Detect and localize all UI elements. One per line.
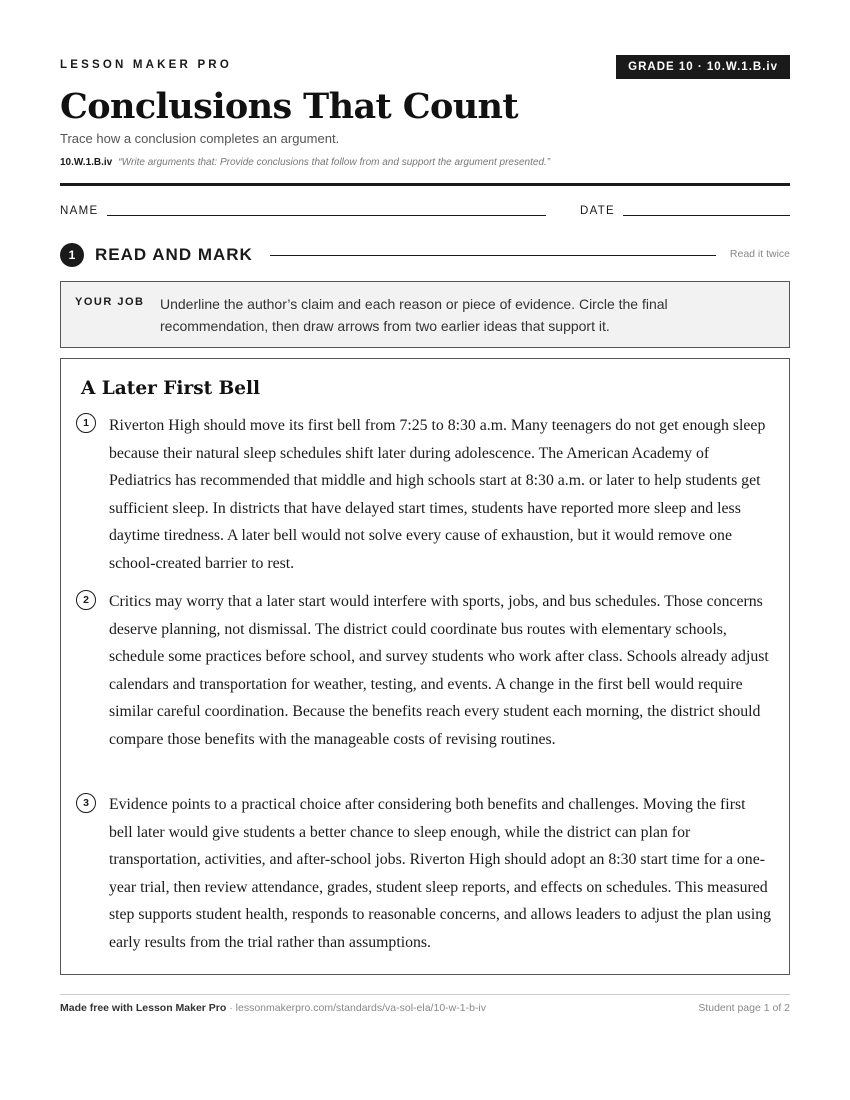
instructions-box <box>60 281 790 348</box>
brand-name: LESSON MAKER PRO <box>60 59 232 71</box>
instructions-text: Underline the author’s claim and each reason or piece of evidence. Circle the final recommendation, then draw arrows from two earlier ideas that support it. <box>160 296 668 334</box>
paragraph-3: Evidence points to a practical choice after considering both benefits and challenges. Moving the first bell later would give students a better chance to sleep enough, while the district can plan for transportation, activities, and after-school jobs. Riverton High should adopt an 8:30 start time for a one-year trial, then review attendance, grades, student sleep reports, and effects on schedules. This measured step supports student health, responds to reasonable concerns, and allows leaders to adjust the plan using early results from the trial rather than assumptions. <box>109 796 772 951</box>
grade-badge: GRADE 10 · 10.W.1.B.iv <box>616 55 790 79</box>
standard-text: “Write arguments that: Provide conclusions that follow from and support the argument presented.” <box>118 157 551 168</box>
footer-divider <box>60 994 790 995</box>
passage-box <box>60 358 790 975</box>
standard-code: 10.W.1.B.iv <box>60 157 113 168</box>
section-title: READ AND MARK <box>95 245 253 264</box>
section-number-badge: 1 <box>60 243 84 267</box>
date-field[interactable] <box>623 215 790 216</box>
paragraph-number-2: 2 <box>76 590 96 610</box>
paragraph-number-3: 3 <box>76 793 96 813</box>
passage-title: A Later First Bell <box>81 378 261 399</box>
paragraph-number-1: 1 <box>76 413 96 433</box>
footer-credit <box>60 1002 486 1014</box>
section-divider <box>270 255 716 256</box>
date-label: DATE <box>580 205 616 217</box>
name-label: NAME <box>60 205 99 217</box>
name-field[interactable] <box>107 215 546 216</box>
paragraph-1: Riverton High should move its first bell from 7:25 to 8:30 a.m. Many teenagers do not get enough sleep because their natural sleep schedules shift later during adolescence. The American Academy of Pediatrics has recommended that middle and high schools start at 8:30 a.m. or later to help students get sufficient sleep. In districts that have delayed start times, students have reported more sleep and less daytime tiredness. A later bell would not solve every cause of exhaustion, but it would remove one school-created barrier to rest. <box>109 417 766 572</box>
footer-url[interactable]: · lessonmakerpro.com/standards/va-sol-ela/10-w-1-b-iv <box>226 1002 486 1014</box>
section-note: Read it twice <box>729 248 790 260</box>
page-subtitle: Trace how a conclusion completes an argument. <box>60 131 340 146</box>
page-title: Conclusions That Count <box>60 86 518 127</box>
paragraph-2: Critics may worry that a later start would interfere with sports, jobs, and bus schedules. Those concerns deserve planning, not dismissal. The district could coordinate bus routes with elementary schools, schedule some practices before school, and survey students who work after class. Schools already adjust calendars and transportation for weather, testing, and events. A change in the first bell would require similar careful coordination. Because the benefits reach every student each morning, the district should compare those benefits with the manageable costs of revising routines. <box>109 593 769 748</box>
standard-line <box>60 157 550 168</box>
footer-made-with: Made free with Lesson Maker Pro <box>60 1002 227 1014</box>
footer-page-number: Student page 1 of 2 <box>698 1002 790 1014</box>
header-divider <box>60 183 790 186</box>
instructions-label: YOUR JOB <box>75 296 145 308</box>
